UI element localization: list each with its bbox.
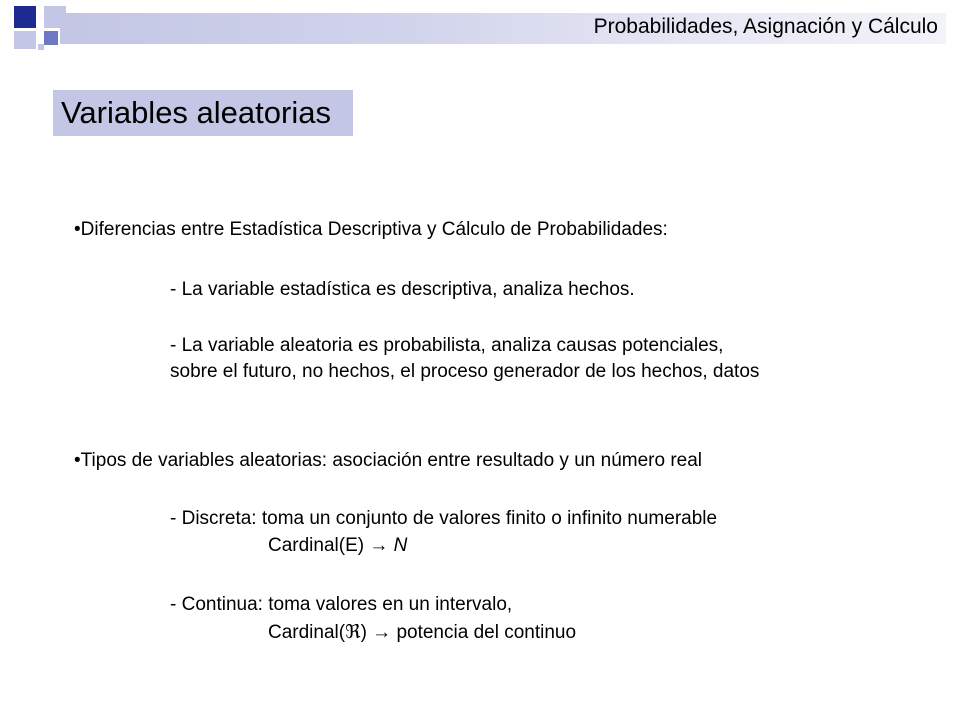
arrow-symbol: → (369, 535, 389, 556)
discrete-cardinal-prefix: Cardinal(E) (268, 535, 370, 556)
arrow-symbol: → (372, 622, 392, 643)
deco-square-small (38, 44, 44, 50)
header-title: Probabilidades, Asignación y Cálculo (593, 15, 938, 38)
continuous-cardinal-prefix: Cardinal( (268, 622, 346, 643)
continuous-cardinal-middle: ) (360, 622, 373, 643)
sub-discrete: - Discreta: toma un conjunto de valores finito o infinito numerable (170, 508, 718, 529)
sub-descriptive-variable: - La variable estadística es descriptiva, analiza hechos. (170, 279, 635, 300)
fraktur-r-symbol: ℜ (345, 622, 361, 643)
discrete-cardinal-value: N (393, 535, 408, 556)
deco-square-light (14, 31, 36, 49)
bullet-types: •Tipos de variables aleatorias: asociación entre resultado y un número real (74, 450, 703, 471)
sub-random-variable-line1: - La variable aleatoria es probabilista, analiza causas potenciales, (170, 335, 724, 356)
sub-continuous: - Continua: toma valores en un intervalo, (170, 594, 513, 615)
section-title: Variables aleatorias (61, 95, 331, 130)
continuous-cardinal (268, 621, 576, 644)
section-title-box (53, 90, 353, 136)
sub-random-variable-line2: sobre el futuro, no hechos, el proceso generador de los hechos, datos (170, 361, 760, 382)
bullet-differences: •Diferencias entre Estadística Descriptiva y Cálculo de Probabilidades: (74, 219, 668, 240)
deco-square-mid (44, 31, 58, 45)
discrete-cardinal (268, 535, 407, 557)
deco-square-dark (14, 6, 36, 28)
continuous-cardinal-value: potencia del continuo (391, 622, 577, 643)
